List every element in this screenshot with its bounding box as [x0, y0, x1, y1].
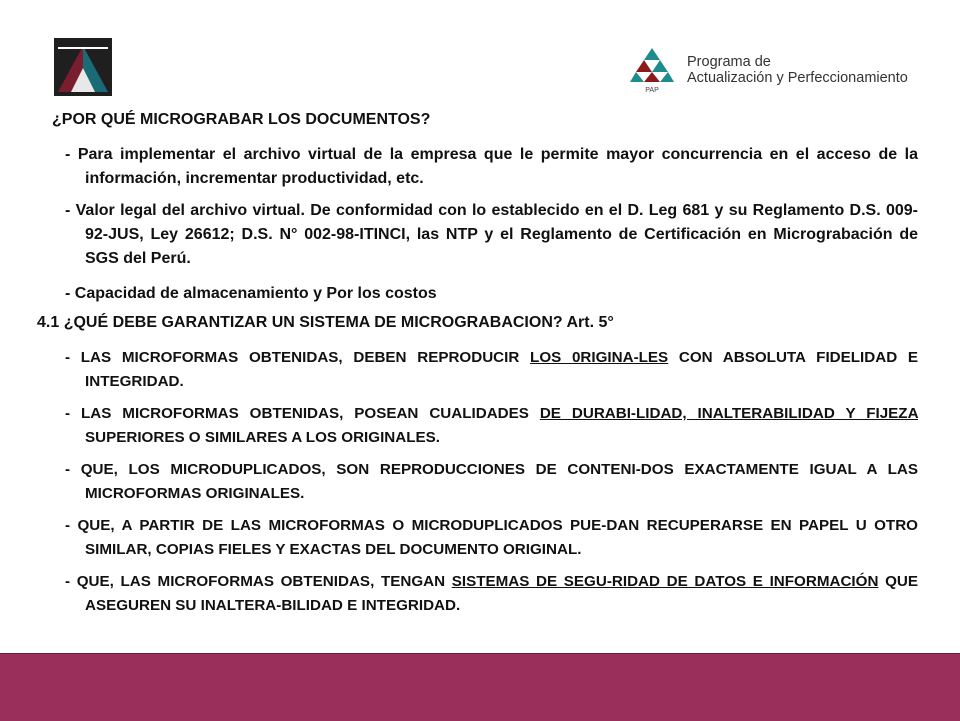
institution-logo	[54, 38, 112, 96]
guarantee-4: - QUE, A PARTIR DE LAS MICROFORMAS O MICRODUPLICADOS PUE-DAN RECUPERARSE EN PAPEL U OTRO SIMILAR, COPIAS FIELES Y EXACTAS DEL DOCUMENTO ORIGINAL.	[65, 517, 918, 558]
bullet-storage-costs: - Capacidad de almacenamiento y Por los costos	[65, 285, 437, 302]
guarantee-2: - LAS MICROFORMAS OBTENIDAS, POSEAN CUALIDADES DE DURABI-LIDAD, INALTERABILIDAD Y FIJEZA SUPERIORES O SIMILARES A LOS ORIGINALES.	[65, 405, 918, 446]
pap-logo	[627, 40, 933, 100]
footer-bar	[0, 653, 960, 721]
guarantee-3: - QUE, LOS MICRODUPLICADOS, SON REPRODUCCIONES DE CONTENI-DOS EXACTAMENTE IGUAL A LAS MICROFORMAS ORIGINALES.	[65, 461, 918, 502]
bullet-virtual-archive: - Para implementar el archivo virtual de la empresa que le permite mayor concurrencia en el acceso de la información, incrementar productividad, etc.	[65, 146, 918, 187]
guarantee-5: - QUE, LAS MICROFORMAS OBTENIDAS, TENGAN SISTEMAS DE SEGU-RIDAD DE DATOS E INFORMACIÓN QUE ASEGUREN SU INALTERA-BILIDAD E INTEGRIDAD.	[65, 573, 919, 614]
pap-pyramid-icon	[627, 45, 677, 95]
heading-why-microrecord: ¿POR QUÉ MICROGRABAR LOS DOCUMENTOS?	[52, 111, 431, 128]
guarantee-1: - LAS MICROFORMAS OBTENIDAS, DEBEN REPRODUCIR LOS 0RIGINA-LES CON ABSOLUTA FIDELIDAD E INTEGRIDAD.	[65, 349, 919, 390]
pap-text	[687, 54, 908, 86]
pap-line2: Actualización y Perfeccionamiento	[687, 70, 908, 86]
pap-line1: Programa de	[687, 54, 771, 70]
heading-system-guarantees: 4.1 ¿QUÉ DEBE GARANTIZAR UN SISTEMA DE MICROGRABACION? Art. 5°	[37, 314, 614, 331]
bullet-legal-value: - Valor legal del archivo virtual. De conformidad con lo establecido en el D. Leg 681 y su Reglamento D.S. 009-92-JUS, Ley 26612; D.S. N° 002-98-ITINCI, las NTP y el Reglamento de Certificación en Micrograbación de SGS del Perú.	[65, 202, 918, 267]
pap-mark-text: PAP	[645, 87, 659, 94]
